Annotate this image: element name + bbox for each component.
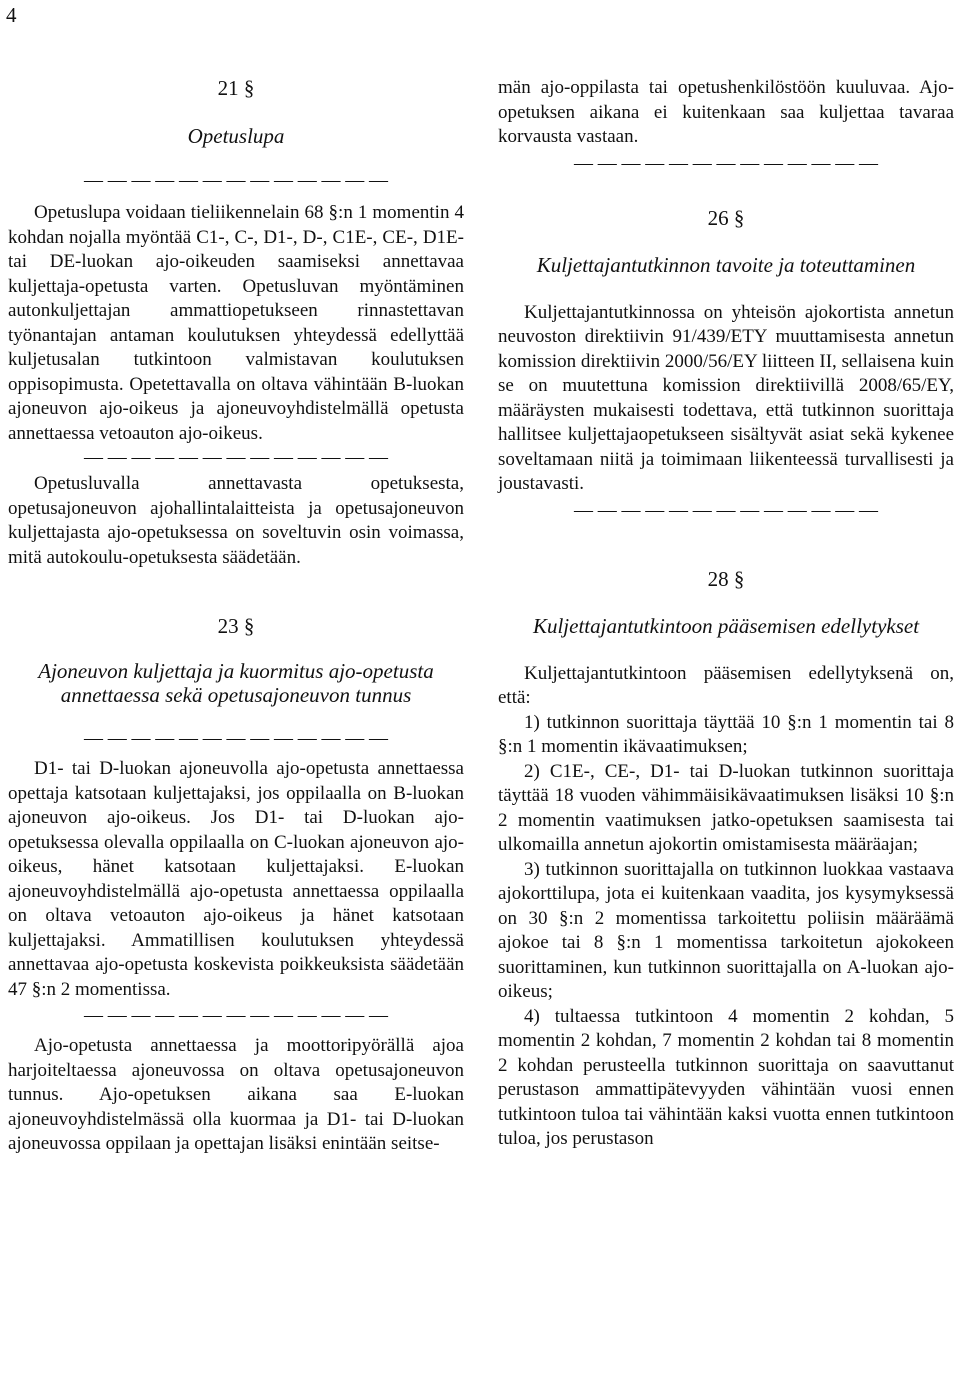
section-26-paragraph-1: Kuljettajantutkinnossa on yhteisön ajokortista annetun neuvoston direktiivin 91/439/ETY muuttamisesta annetun komission direktiivin 2000/56/EY liitteen II, sellaisena kuin se on muutettuna komission direktiivillä 2008/65/EY, määräysten mukaisesti todettava, että tutkinnon suorittaja hallitsee kuljettajaopetukseen sisältyvät asiat sekä kykenee soveltamaan niitä ja toimimaan liikenteessä turvallisesti ja joustavasti. [498, 301, 954, 494]
section-divider: — — — — — — — — — — — — — [574, 499, 878, 521]
section-28-intro: Kuljettajantutkintoon pääsemisen edellytyksenä on, että: [498, 662, 954, 708]
continued-paragraph: män ajo-oppilasta tai opetushenkilöstöön kuuluvaa. Ajo-opetuksen aikana ei kuitenkaan saa kuljettaa tavaraa korvausta vastaan. [498, 77, 954, 147]
section-divider: — — — — — — — — — — — — — [574, 152, 878, 174]
section-26-title: Kuljettajantutkinnon tavoite ja toteuttaminen [536, 252, 916, 277]
section-28-title: Kuljettajantutkintoon pääsemisen edellytykset [532, 613, 920, 638]
section-21-title: Opetuslupa [187, 124, 285, 148]
section-21-paragraph-1: Opetuslupa voidaan tieliikennelain 68 §:n 1 momentin 4 kohdan nojalla myöntää C1-, C-, D1-, D-, C1E-, CE-, D1E- tai DE-luokan ajo-oikeuden saamiseksi annettavaa kuljettaja-opetusta varten. Opetusluvan myöntäminen autonkuljettajan ammattiopetukseen rinnastettavan työnantajan antaman koulutuksen yhteydessä edellyttää kuljetusalan tutkintoon valmistavan koulutuksen oppisopimusta. Opetettavalla on oltava vähintään B-luokan ajoneuvon ajo-oikeus ja ajoneuvoyhdistelmällä opetusta annettaessa vetoauton ajo-oikeus. [8, 202, 464, 444]
section-divider: — — — — — — — — — — — — — [84, 728, 388, 749]
section-23-paragraph-1: D1- tai D-luokan ajoneuvolla ajo-opetusta annettaessa opettaja katsotaan kuljettajaksi, jos oppilaalla on B-luokan ajoneuvon ajo-oikeus. Jos D1- tai D-luokan ajo-opetuksessa olevalla oppilaalla on C-luokan ajoneuvon ajo-oikeus, hänet katsotaan kuljettajaksi. E-luokan ajoneuvoyhdistelmällä ajo-opetusta annettaessa oppilaalla on oltava vetoauton ajo-oikeus ja hänet katsotaan kuljettajaksi. Ammatillisen koulutuksen yhteydessä annettavaa ajo-opetusta koskevista poikkeuksista säädetään 47 §:n 2 momentissa. [8, 758, 464, 1000]
section-28-item-4: 4) tultaessa tutkintoon 4 momentin 2 kohdan, 5 momentin 2 kohdan, 7 momentin 2 kohdan tai 8 momentin 2 kohdan perusteella tutkinnon suorittaja on saavuttanut perustason ammattipätevyyden vähintään vuosi ennen tutkintoon tuloa tai vähintään kaksi vuotta ennen tutkintoon tuloa, jos perustason [498, 1005, 954, 1149]
section-28-number: 28 § [707, 566, 745, 591]
section-23-paragraph-2: Ajo-opetusta annettaessa ja moottoripyörällä ajoa harjoiteltaessa ajoneuvossa on oltava opetusajoneuvon tunnus. Ajo-opetuksen aikana saa E-luokan ajoneuvoyhdistelmässä olla kuormaa ja D1- tai D-luokan ajoneuvossa oppilaan ja opettajan lisäksi enintään seitse- [8, 1035, 464, 1154]
section-28-item-2: 2) C1E-, CE-, D1- tai D-luokan tutkinnon suorittaja täyttää 18 vuoden vähimmäisikävaatimuksen lisäksi 10 §:n 2 momentin vaatimuksen jatko-opetuksen saamisesta tai ulkomailla annetun ajokortin omistamisesta määräajan; [498, 760, 954, 855]
section-21-paragraph-2: Opetusluvalla annettavasta opetuksesta, opetusajoneuvon ajohallintalaitteista ja opetusajoneuvon kuljettajasta ajo-opetuksessa on soveltuvin osin voimassa, mitä autokoulu-opetuksesta säädetään. [8, 473, 464, 568]
section-26-number: 26 § [707, 205, 745, 230]
section-divider: — — — — — — — — — — — — — [84, 1005, 388, 1026]
section-divider: — — — — — — — — — — — — — [84, 170, 388, 191]
page-number: 4 [6, 3, 17, 27]
left-column [8, 72, 464, 1157]
right-column [498, 72, 954, 1152]
section-divider: — — — — — — — — — — — — — [84, 447, 388, 468]
section-28-item-1: 1) tutkinnon suorittaja täyttää 10 §:n 1 momentin tai 8 §:n 1 momentin ikävaatimuksen; [498, 711, 954, 757]
section-28-item-3: 3) tutkinnon suorittajalla on tutkinnon luokkaa vastaava ajokorttilupa, jota ei kuitenkaan vaadita, jos kysymyksessä on 30 §:n 2 momentissa tarkoitettu poliisin määräämä ajokoe tai 8 §:n 1 momentissa tarkoitetun ajokokeen suorittaminen, kun tutkinnon suorittajalla on A-luokan ajo-oikeus; [498, 858, 954, 1002]
section-21-number: 21 § [217, 76, 255, 100]
section-23-number: 23 § [217, 614, 255, 638]
section-23-title: Ajoneuvon kuljettaja ja kuormitus ajo-opetusta annettaessa sekä opetusajoneuvon tunnus [38, 659, 434, 707]
